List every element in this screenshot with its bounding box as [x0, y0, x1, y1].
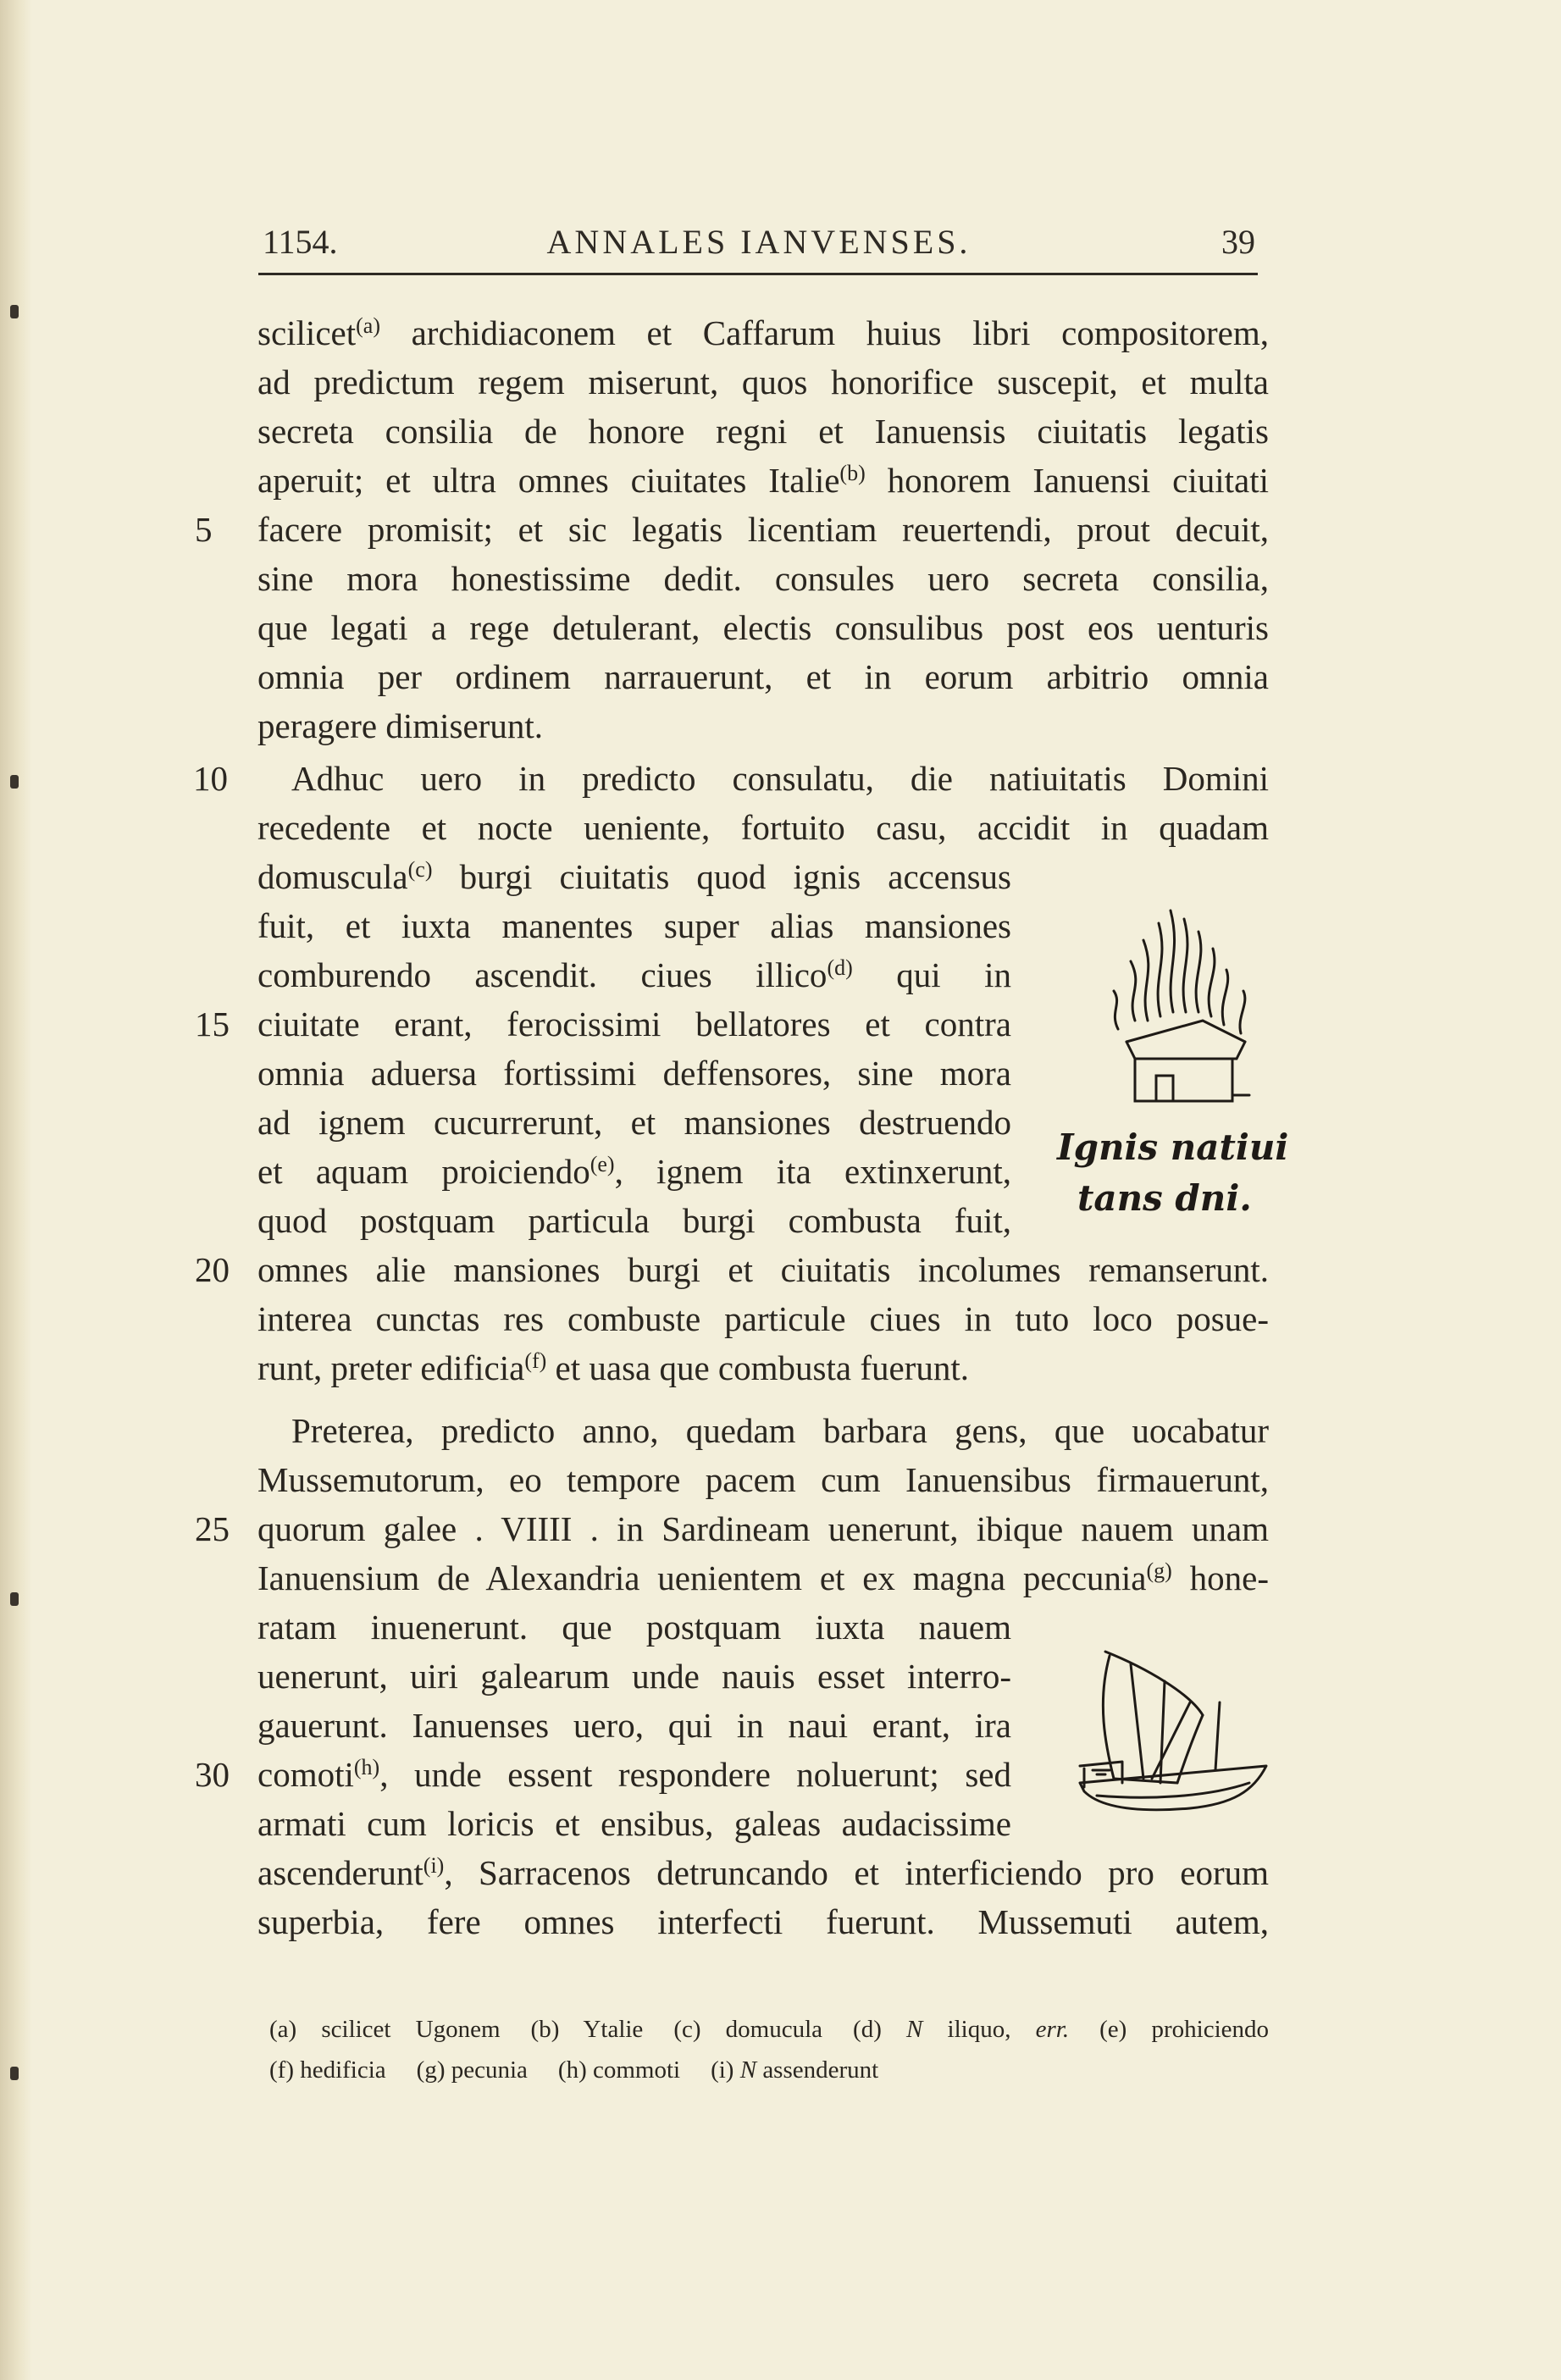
- marginal-note-line-2: tans dni.: [1077, 1177, 1252, 1219]
- text-line: sine mora honestissime dedit. consules uero secreta consilia,: [257, 559, 1269, 598]
- text-line: Mussemutorum, eo tempore pacem cum Ianuensibus firmauerunt,: [257, 1460, 1269, 1499]
- burning-house-drawing: [1084, 894, 1270, 1114]
- text-line: ad predictum regem miserunt, quos honorifice suscepit, et multa: [257, 363, 1269, 401]
- text-line: ad ignem cucurrerunt, et mansiones destruendo: [257, 1103, 1011, 1142]
- line-number: 30: [195, 1755, 230, 1794]
- text-line: fuit, et iuxta manentes super alias mansiones: [257, 906, 1011, 945]
- text-line: uenerunt, uiri galearum unde nauis esset interro-: [257, 1657, 1011, 1696]
- footnote-row: [269, 2051, 1269, 2089]
- header-rule: [258, 273, 1258, 275]
- text-line: Ianuensium de Alexandria uenientem et ex magna peccunia$^{(g)}$ hone-: [257, 1558, 1269, 1597]
- footnote-row: [269, 2011, 1269, 2048]
- binding-stitch: [10, 1592, 19, 1606]
- footnote-item: (d) N iliquo, err.: [853, 2016, 1070, 2043]
- text-line: quorum galee . VIIII . in Sardineam uenerunt, ibique nauem unam: [257, 1509, 1269, 1548]
- text-line: runt, preter edificia$^{(f)}$ et uasa que combusta fuerunt.: [257, 1348, 969, 1387]
- text-line: peragere dimiserunt.: [257, 706, 543, 745]
- ship-drawing: [1063, 1635, 1275, 1829]
- text-line: superbia, fere omnes interfecti fuerunt. Mussemuti autem,: [257, 1902, 1269, 1941]
- text-line: omnes alie mansiones burgi et ciuitatis incolumes remanserunt.: [257, 1250, 1269, 1289]
- text-line: ciuitate erant, ferocissimi bellatores et contra: [257, 1005, 1011, 1043]
- footnote-item: (g) pecunia: [416, 2056, 528, 2084]
- line-number: 20: [195, 1250, 230, 1289]
- footnote-item: (h) commoti: [557, 2056, 681, 2084]
- binding-stitch: [10, 775, 19, 789]
- ship-icon: [1063, 1635, 1275, 1829]
- running-header: [263, 222, 1255, 273]
- page-number: 39: [1221, 223, 1255, 261]
- text-line: interea cunctas res combuste particule ciues in tuto loco posue-: [257, 1299, 1269, 1338]
- footnote-item: (b) Ytalie: [530, 2016, 644, 2043]
- text-line: Adhuc uero in predicto consulatu, die natiuitatis Domini: [291, 759, 1269, 798]
- text-line: comoti$^{(h)}$, unde essent respondere noluerunt; sed: [257, 1755, 1011, 1794]
- text-line: et aquam proiciendo$^{(e)}$, ignem ita extinxerunt,: [257, 1152, 1011, 1191]
- footnote-item: (f) hedificia: [269, 2056, 386, 2084]
- text-line: secreta consilia de honore regni et Ianuensis ciuitatis legatis: [257, 412, 1269, 451]
- footnote-item: (a) scilicet Ugonem: [269, 2016, 501, 2043]
- text-line: domuscula$^{(c)}$ burgi ciuitatis quod ignis accensus: [257, 857, 1011, 896]
- page-binding-edge: [0, 0, 32, 2380]
- text-line: gauerunt. Ianuenses uero, qui in naui erant, ira: [257, 1706, 1011, 1745]
- text-line: recedente et nocte ueniente, fortuito casu, accidit in quadam: [257, 808, 1269, 847]
- text-line: ratam inuenerunt. que postquam iuxta nauem: [257, 1608, 1011, 1647]
- line-number: 5: [195, 510, 213, 549]
- text-line: aperuit; et ultra omnes ciuitates Italie$^{(b)}$ honorem Ianuensi ciuitati: [257, 461, 1269, 500]
- binding-stitch: [10, 2067, 19, 2080]
- burning-house-icon: [1084, 894, 1270, 1114]
- line-number: 25: [195, 1509, 230, 1548]
- text-line: que legati a rege detulerant, electis consulibus post eos uenturis: [257, 608, 1269, 647]
- text-line: facere promisit; et sic legatis licentiam reuertendi, prout decuit,: [257, 510, 1269, 549]
- line-number: 15: [195, 1005, 230, 1043]
- text-line: Preterea, predicto anno, quedam barbara gens, que uocabatur: [291, 1411, 1269, 1450]
- text-line: ascenderunt$^{(i)}$, Sarracenos detruncando et interficiendo pro eorum: [257, 1853, 1269, 1892]
- marginal-note-line-1: Ignis natiui: [1057, 1126, 1289, 1168]
- footnote-item: (i) N assenderunt: [711, 2056, 879, 2084]
- text-line: comburendo ascendit. ciues illico$^{(d)}$ qui in: [257, 955, 1011, 994]
- text-line: omnia aduersa fortissimi deffensores, sine mora: [257, 1054, 1011, 1093]
- header-year: 1154.: [263, 223, 338, 261]
- text-line: scilicet$^{(a)}$ archidiaconem et Caffarum huius libri compositorem,: [257, 313, 1269, 352]
- footnote-item: (c) domucula: [673, 2016, 823, 2043]
- line-number: 10: [193, 759, 228, 798]
- binding-stitch: [10, 305, 19, 318]
- text-line: omnia per ordinem narrauerunt, et in eorum arbitrio omnia: [257, 657, 1269, 696]
- text-line: quod postquam particula burgi combusta fuit,: [257, 1201, 1011, 1240]
- text-line: armati cum loricis et ensibus, galeas audacissime: [257, 1804, 1011, 1843]
- footnote-item: (e) prohiciendo: [1099, 2016, 1269, 2043]
- running-title: ANNALES IANVENSES.: [546, 223, 971, 261]
